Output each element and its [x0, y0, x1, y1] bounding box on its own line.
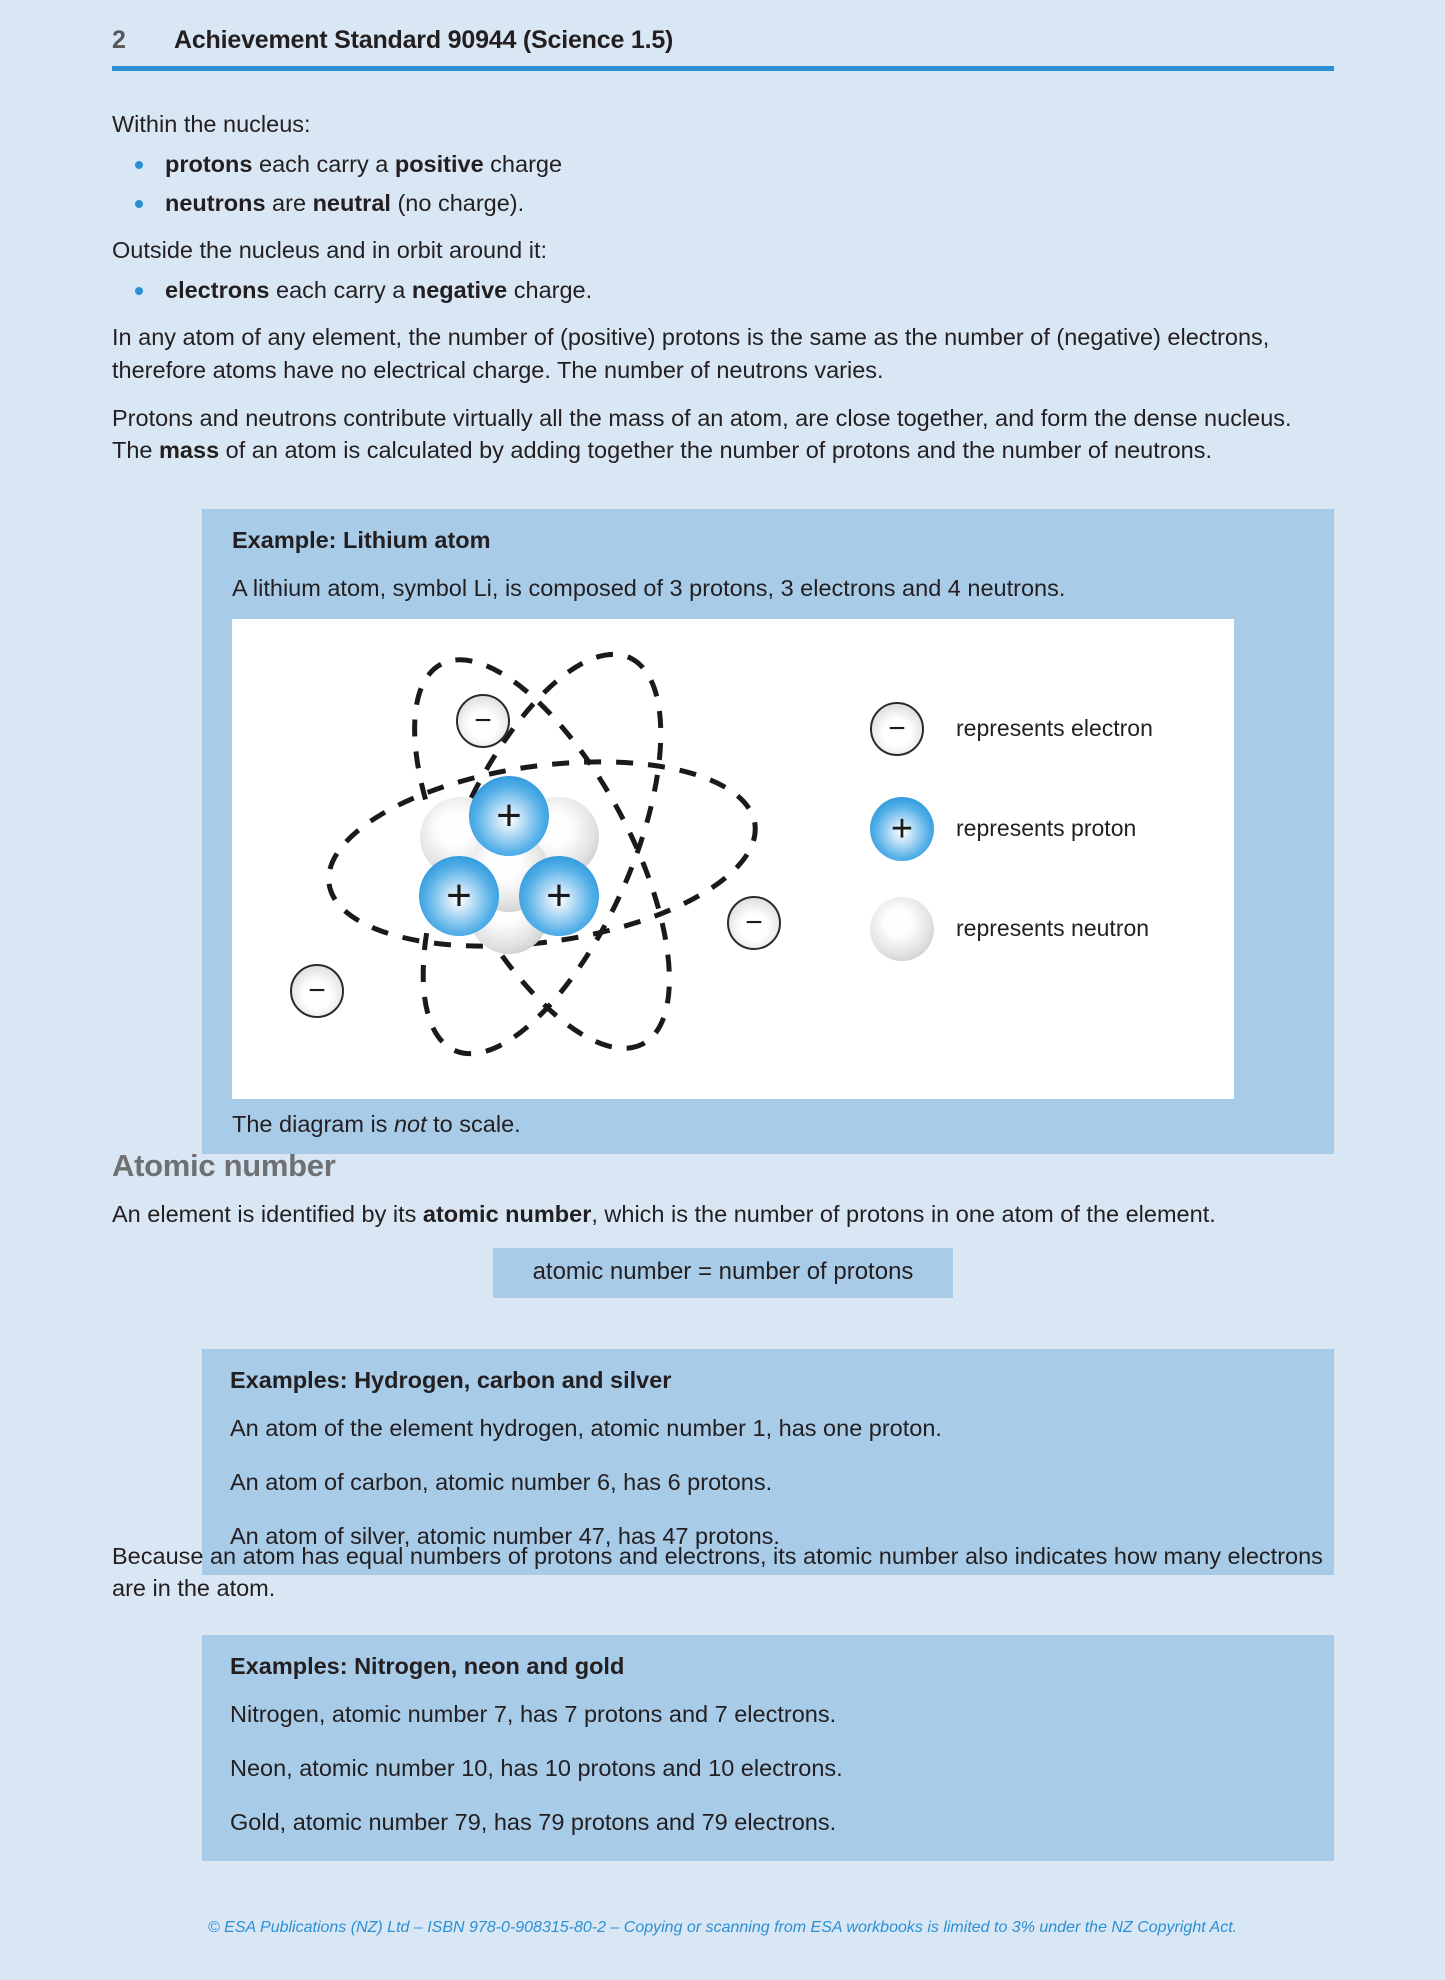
paragraph-equal-numbers-container [112, 1540, 1334, 1620]
bullet-bold-term: neutrons [165, 189, 266, 216]
bullet-tail-text: (no charge). [390, 189, 525, 216]
proton-glyph: + [496, 790, 522, 840]
list-item [112, 274, 1334, 307]
page-title: Achievement Standard 90944 (Science 1.5) [174, 26, 674, 54]
paragraph-atomic-number-lead [112, 1198, 1334, 1230]
electron-icon [456, 694, 510, 748]
example-line: An atom of the element hydrogen, atomic number 1, has one proton. [230, 1415, 942, 1441]
intro-nucleus-text: Within the nucleus: [112, 111, 311, 137]
proton-icon [419, 856, 499, 936]
example-line: An atom of carbon, atomic number 6, has 6 protons. [230, 1468, 773, 1495]
bullet-bold-term-2: positive [394, 151, 484, 178]
intro-outside-text: Outside the nucleus and in orbit around it: [112, 236, 548, 263]
legend-label-proton: represents proton [956, 815, 1137, 842]
bullet-bold-term-2: neutral [312, 189, 391, 216]
paragraph-charge: In any atom of any element, the number of (positive) protons is the same as the number of (negative) electrons, therefore atoms have no electrical charge. The number of neutrons varies. [112, 324, 1270, 383]
legend-label-electron: represents electron [956, 715, 1153, 742]
example-line: An atom of silver, atomic number 47, has 47 protons. [230, 1522, 780, 1549]
legend-row-proton [870, 789, 1200, 869]
paragraph-mass [112, 402, 1334, 466]
proton-glyph: + [446, 870, 472, 920]
proton-glyph: + [890, 807, 914, 850]
page-footer: © ESA Publications (NZ) Ltd – ISBN 978-0-908315-80-2 – Copying or scanning from ESA workbooks is limited to 3% under the NZ Copyright Act. [207, 1919, 1238, 1936]
example-title: Example: Lithium atom [232, 527, 491, 553]
page-number: 2 [112, 26, 126, 54]
legend-swatch-electron [870, 689, 956, 769]
electron-glyph: − [745, 905, 763, 939]
outside-bullet-list [112, 274, 1334, 307]
example-line: Nitrogen, atomic number 7, has 7 protons and 7 electrons. [230, 1701, 837, 1727]
lithium-atom-diagram [232, 619, 1234, 1099]
bullet-tail-text: charge [483, 151, 563, 178]
example-title: Examples: Hydrogen, carbon and silver [230, 1367, 672, 1393]
bullet-bold-term: electrons [165, 277, 270, 304]
formula-container [112, 1248, 1334, 1298]
lead-part-a: An element is identified by its [112, 1201, 423, 1227]
example-line: Gold, atomic number 79, has 79 protons and 79 electrons. [230, 1808, 837, 1835]
proton-icon [519, 856, 599, 936]
caption-part-b: to scale. [426, 1110, 521, 1137]
paragraph-mass-bold: mass [159, 437, 220, 464]
legend-swatch-neutron [870, 889, 956, 969]
legend-row-electron [870, 689, 1200, 769]
paragraph-mass-part-a: Protons and neutrons contribute virtually all the mass of an atom, are close together, and form the dense nucleus. The [112, 404, 1292, 464]
example-description: A lithium atom, symbol Li, is composed of 3 protons, 3 electrons and 4 neutrons. [232, 575, 1066, 601]
electron-icon [727, 896, 781, 950]
diagram-legend [870, 689, 1200, 989]
example-box-nitrogen-neon-gold [202, 1635, 1334, 1861]
bullet-bold-term: protons [165, 151, 253, 178]
page-content [112, 108, 1334, 482]
section-heading-atomic-number: Atomic number [112, 1148, 336, 1183]
example-line: Neon, atomic number 10, has 10 protons and 10 electrons. [230, 1754, 843, 1781]
bullet-mid-text: are [265, 189, 313, 216]
paragraph-mass-part-b: of an atom is calculated by adding together the number of protons and the number of neutrons. [219, 437, 1212, 464]
diagram-caption [232, 1111, 1302, 1138]
proton-glyph: + [546, 870, 572, 920]
electron-icon [290, 964, 344, 1018]
electron-glyph: − [474, 703, 492, 737]
header-divider [112, 66, 1334, 71]
caption-part-a: The diagram is [232, 1110, 394, 1137]
legend-row-neutron [870, 889, 1200, 969]
legend-label-neutron: represents neutron [956, 915, 1150, 942]
proton-icon [469, 776, 549, 856]
example-box-lithium [202, 509, 1334, 1154]
neutron-icon [870, 897, 934, 961]
proton-icon [870, 797, 934, 861]
example-title: Examples: Nitrogen, neon and gold [230, 1653, 625, 1679]
lead-part-b: , which is the number of protons in one atom of the element. [591, 1201, 1216, 1227]
bullet-bold-term-2: negative [411, 277, 508, 304]
legend-swatch-proton [870, 789, 956, 869]
lead-bold: atomic number [422, 1201, 592, 1227]
list-item [112, 187, 1334, 220]
electron-icon [870, 702, 924, 756]
bullet-tail-text: charge. [507, 277, 593, 304]
list-item [112, 148, 1334, 181]
page-header [112, 26, 1334, 55]
caption-italic: not [393, 1110, 427, 1137]
atomic-number-section [112, 1148, 1334, 1320]
nucleus-bullet-list [112, 148, 1334, 220]
bullet-mid-text: each carry a [252, 151, 395, 178]
formula-atomic-number: atomic number = number of protons [493, 1248, 954, 1298]
paragraph-equal-numbers: Because an atom has equal numbers of protons and electrons, its atomic number also indicates how many electrons are in the atom. [112, 1543, 1323, 1602]
electron-glyph: − [308, 973, 326, 1007]
electron-glyph: − [888, 711, 906, 745]
bullet-mid-text: each carry a [269, 277, 412, 304]
